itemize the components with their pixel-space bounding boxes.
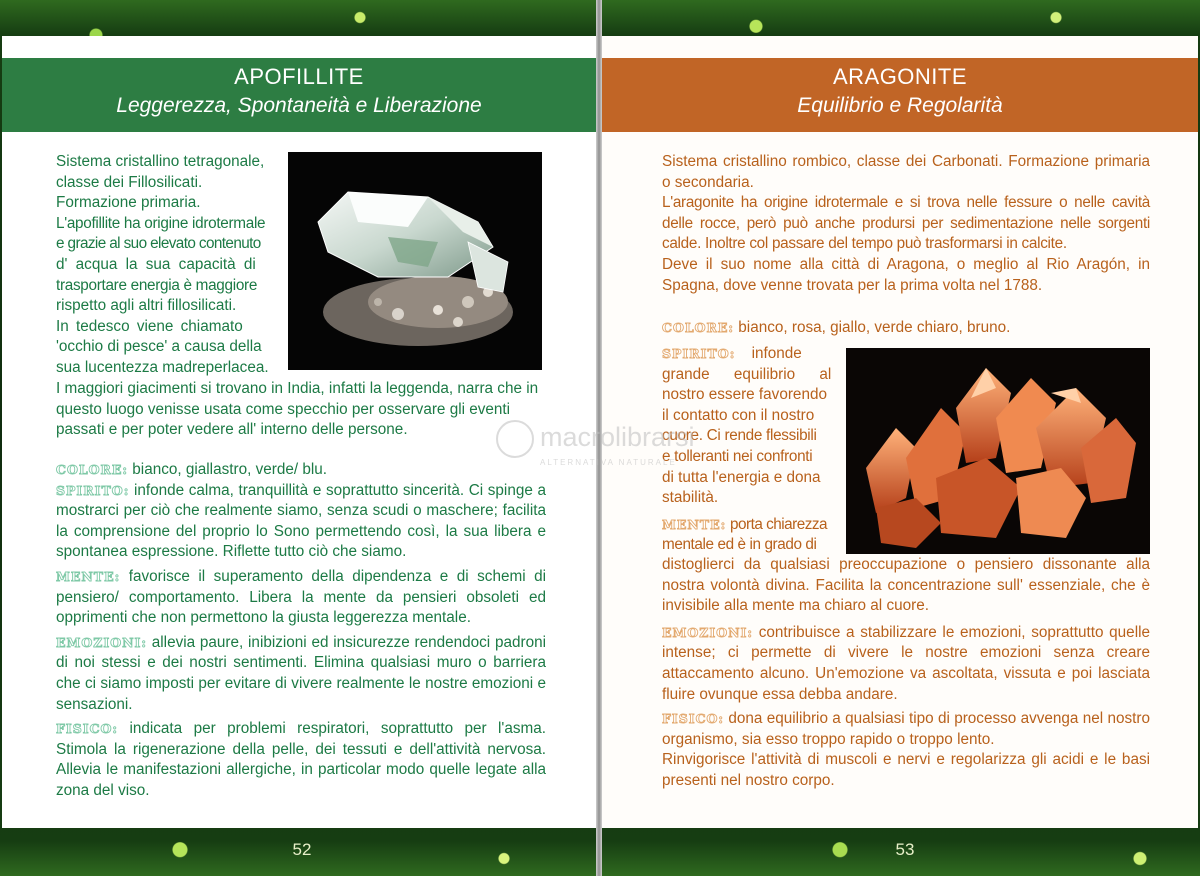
aragonite-banner — [602, 58, 1198, 132]
mente-text: favorisce il superamento della dipendenza e di schemi di pensiero/ comportamento. Libera la mente da pensieri obsoleti ed opprimenti che non permettono la giusta leggerezza mentale. — [56, 567, 546, 627]
mente-paragraph — [56, 567, 546, 629]
spirito-line: nostro essere favorendo — [662, 386, 827, 404]
mente-line — [662, 515, 842, 536]
fisico-label: FISICO: — [662, 711, 725, 727]
spirito-line — [662, 344, 842, 365]
fisico-text: dona equilibrio a qualsiasi tipo di processo avvenga nel nostro organismo, sia esso troppo rapido o troppo lento. — [662, 710, 1150, 748]
aragonite-crystal-image — [846, 348, 1150, 554]
intro-paragraph: Deve il suo nome alla città di Aragona, o meglio al Rio Aragón, in Spagna, dove venne trovata per la prima volta nel 1788. — [662, 255, 1150, 294]
aragonite-photo — [846, 348, 1150, 554]
intro-line: classe dei Fillosilicati. — [56, 173, 203, 191]
emozioni-text: allevia paure, inibizioni ed insicurezze rendendoci padroni di noi stessi e dei nostri sentimenti. Elimina qualsiasi muro o barriera che ci siamo imposti per evitare di vivere realmente le nostre emozioni e sensazioni. — [56, 633, 546, 713]
colore-paragraph — [662, 318, 1150, 339]
spirito-line: di tutta l'energia e dona — [662, 468, 821, 486]
colore-text: bianco, giallastro, verde/ blu. — [128, 461, 328, 478]
fisico-paragraph — [56, 719, 546, 801]
spirito-label: SPIRITO: — [662, 346, 736, 361]
spirito-line: grande equilibrio al — [662, 365, 832, 383]
aragonite-properties — [662, 555, 1150, 792]
mente-tail: distoglierci da qualsiasi preoccupazione o pensiero dissonante alla nostra volontà divina. Facilita la concentrazione sull' essenziale, che è invisibile alla mente ma chiaro al cuore. — [662, 556, 1150, 615]
apofillite-intro-wrap — [56, 152, 282, 379]
emozioni-paragraph — [56, 633, 546, 715]
spirito-line: cuore. Ci rende flessibili — [662, 427, 817, 445]
mente-label: MENTE: — [662, 516, 727, 532]
intro-line: sua lucentezza madreperlacea. — [56, 358, 269, 376]
page-title: APOFILLITE — [234, 64, 364, 89]
fisico-text: indicata per problemi respiratori, soprattutto per l'asma. Stimola la rigenerazione della pelle, dei tessuti e dell'attività nervosa. Allevia le manifestazioni allergiche, in particolar modo quelle legate alla zona del viso. — [56, 720, 546, 799]
fisico-paragraph — [662, 709, 1150, 750]
colore-text: bianco, rosa, giallo, verde chiaro, bruno. — [734, 319, 1011, 336]
watermark-logo-icon — [496, 420, 534, 458]
watermark — [496, 420, 695, 467]
mente-line: mentale ed è in grado di — [662, 536, 817, 554]
mente-text: porta chiarezza — [726, 515, 828, 533]
intro-line: 'occhio di pesce' a causa della — [56, 338, 262, 356]
page-title: ARAGONITE — [832, 64, 968, 89]
fisico-tail: Rinvigorisce l'attività di muscoli e nervi e regolarizza gli acidi e le basi presenti nel nostro corpo. — [662, 751, 1150, 789]
page-number-right: 53 — [895, 840, 915, 859]
page-subtitle: Equilibrio e Regolarità — [797, 94, 1003, 117]
aragonite-intro — [662, 152, 1150, 296]
page-number-left: 52 — [292, 840, 312, 859]
spirito-label: SPIRITO: — [56, 482, 130, 498]
intro-line: trasportare energia è maggiore — [56, 276, 258, 294]
intro-line: L'apofillite ha origine idrotermale — [56, 214, 266, 232]
intro-line: rispetto agli altri fillosilicati. — [56, 297, 237, 315]
colore-paragraph — [56, 460, 546, 481]
apofillite-crystal-image — [288, 152, 542, 370]
spirito-line: stabilità. — [662, 489, 719, 507]
emozioni-text: contribuisce a stabilizzare le emozioni, soprattutto quelle intense; ci permette di vivere le nostre emozioni senza creare attaccamento alcuno. Un'emozione va ascoltata, vissuta e poi lasciata fluire ovunque essa debba andare. — [662, 623, 1150, 703]
page-subtitle: Leggerezza, Spontaneità e Liberazione — [116, 94, 482, 117]
watermark-tagline: ALTERNATIVA NATURALE — [540, 458, 677, 467]
apofillite-banner — [2, 58, 596, 132]
watermark-brand: macrolibrarsi — [540, 422, 695, 453]
spirito-line: e tolleranti nei confronti — [662, 447, 813, 465]
mente-label: MENTE: — [56, 568, 121, 584]
spirito-text: infonde calma, tranquillità e soprattutto sincerità. Ci spinge a mostrarci per ciò che realmente siamo, senza scudi o maschere; facilita la comprensione del proprio lo Sono permettendo così, la sua libera e spontanea espressione. Riflette tutto ciò che siamo. — [56, 481, 546, 561]
intro-paragraph: L'aragonite ha origine idrotermale e si trova nelle fessure o nelle cavità delle rocce, però può anche prodursi per sedimentazione nelle sorgenti calde. Inoltre col passare del tempo può trasformarsi in calcite. — [662, 194, 1150, 253]
fisico-label: FISICO: — [56, 721, 119, 737]
spirito-line: il contatto con il nostro — [662, 406, 815, 424]
apofillite-photo — [288, 152, 542, 370]
intro-line: Sistema cristallino tetragonale, — [56, 153, 265, 170]
emozioni-label: EMOZIONI: — [56, 634, 148, 650]
intro-paragraph: Sistema cristallino rombico, classe dei Carbonati. Formazione primaria o secondaria. — [662, 153, 1150, 191]
emozioni-paragraph — [662, 623, 1150, 705]
intro-line: Formazione primaria. — [56, 194, 201, 212]
intro-line: e grazie al suo elevato contenuto — [56, 235, 261, 253]
spirito-paragraph — [56, 481, 546, 563]
colore-label: COLORE: — [56, 462, 129, 477]
spirito-text: infonde — [735, 345, 802, 362]
colore-label: COLORE: — [662, 320, 735, 335]
intro-line: d' acqua la sua capacità di — [56, 255, 256, 273]
apofillite-properties — [56, 460, 546, 802]
apofillite-intro-tail: I maggiori giacimenti si trovano in India, infatti la leggenda, narra che in questo luogo venisse usata come specchio per osservare gli eventi passati e per poter vedere all' interno delle persone. — [56, 380, 539, 439]
emozioni-label: EMOZIONI: — [662, 624, 754, 640]
intro-line: In tedesco viene chiamato — [56, 317, 243, 335]
